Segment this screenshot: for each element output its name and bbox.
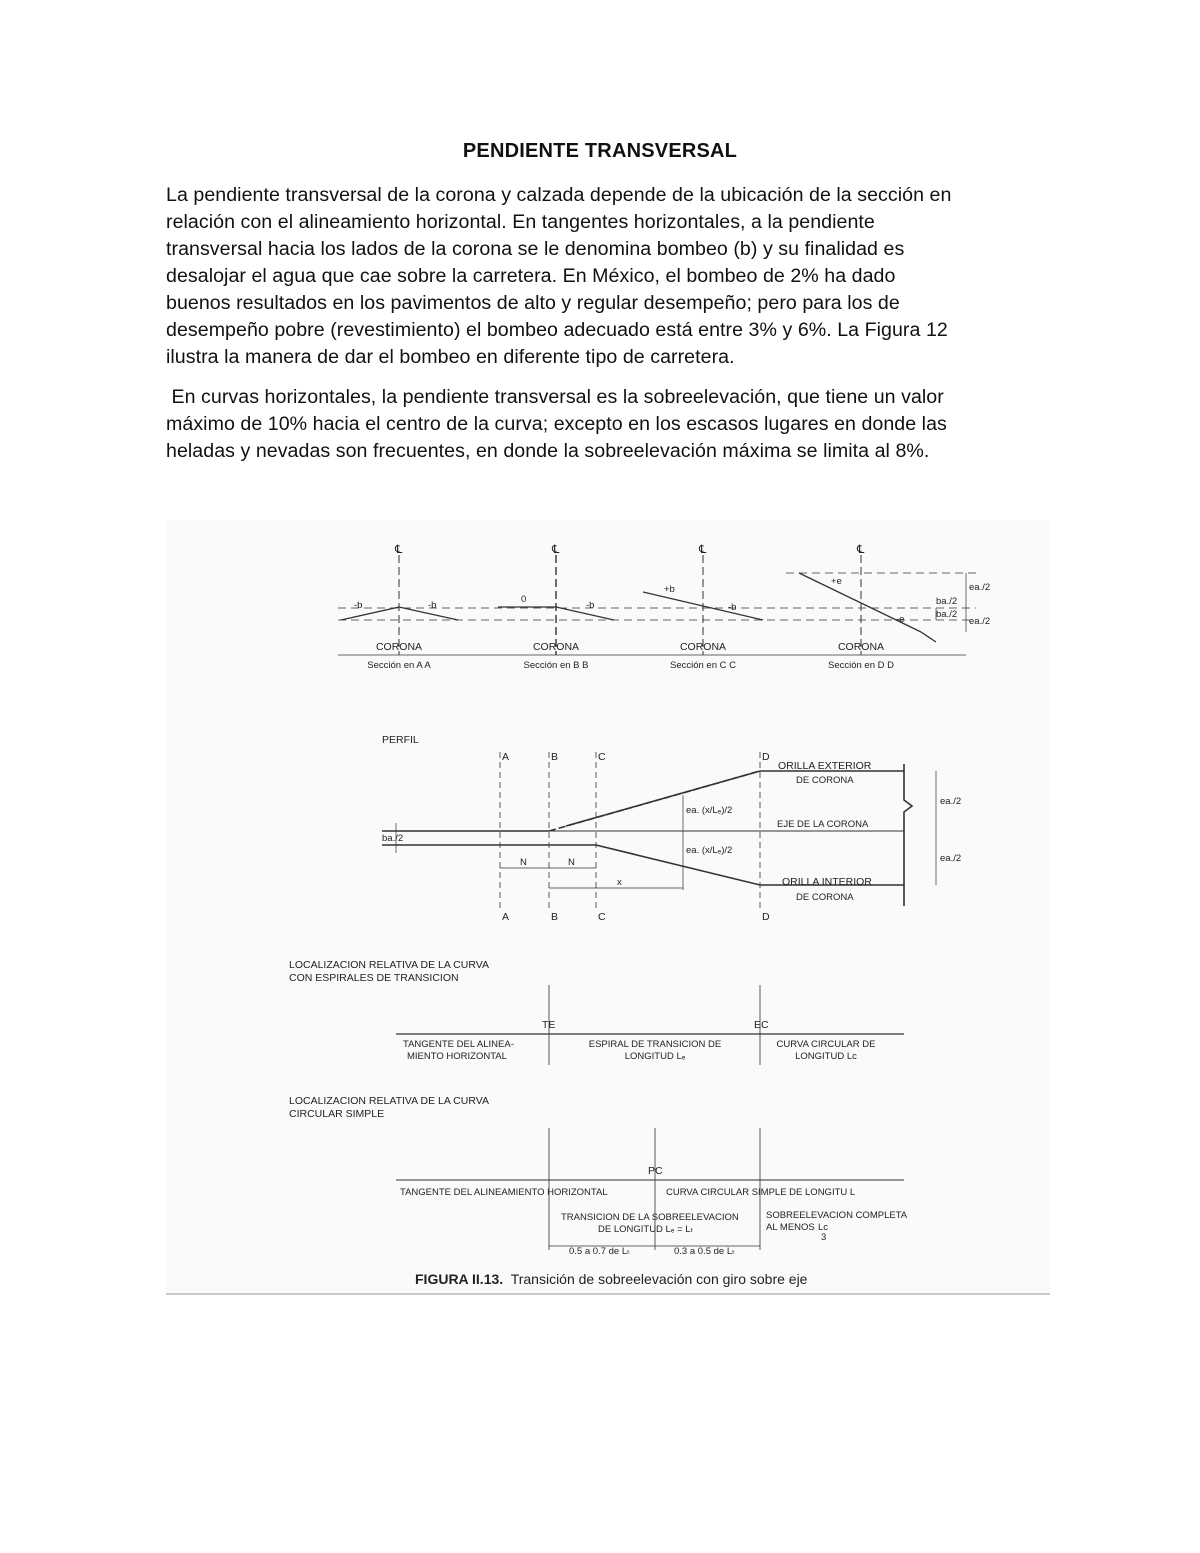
station-top: D	[762, 751, 770, 763]
ba-label: ba./2	[382, 833, 404, 844]
centerline-symbol: ℄	[857, 544, 865, 556]
slope-label: 0	[521, 594, 527, 605]
slope-label: +b	[664, 584, 675, 595]
spiral-heading: CON ESPIRALES DE TRANSICION	[289, 972, 459, 984]
te-label: TE	[542, 1019, 556, 1031]
simple-curve: CURVA CIRCULAR SIMPLE DE LONGITU L	[666, 1187, 856, 1198]
station-top: B	[551, 751, 559, 763]
figure-caption-text: Transición de sobreelevación con giro sobre eje	[507, 1271, 808, 1287]
ea-bottom-label: ea./2	[940, 853, 962, 864]
profile-title: PERFIL	[382, 734, 419, 746]
slope-label: -b	[354, 600, 363, 611]
inner-edge-label: ORILLA INTERIOR	[782, 876, 872, 888]
paragraph-line: ilustra la manera de dar el bombeo en diferente tipo de carretera.	[166, 346, 735, 368]
simple-full: AL MENOS	[766, 1222, 815, 1233]
figure-caption-number: FIGURA II.13.	[415, 1271, 504, 1287]
spiral-seg2: LONGITUD Lₑ	[624, 1051, 686, 1062]
outer-edge-label: ORILLA EXTERIOR	[778, 760, 872, 772]
station-bottom: D	[762, 911, 770, 923]
paragraph-line: heladas y nevadas son frecuentes, en donde la sobreelevación máxima se limita al 8%.	[166, 440, 930, 462]
paragraph-line: relación con el alineamiento horizontal. En tangentes horizontales, a la pendiente	[166, 211, 875, 233]
centerline-symbol: ℄	[699, 544, 707, 556]
corona-label: CORONA	[679, 641, 727, 653]
simple-heading: CIRCULAR SIMPLE	[289, 1108, 385, 1120]
corona-label: CORONA	[837, 641, 885, 653]
section-label: Sección en A A	[367, 660, 431, 671]
slope-label: -e	[896, 614, 905, 625]
simple-frac-den: 3	[821, 1232, 827, 1243]
station-top: A	[502, 751, 510, 763]
inner-edge-label: DE CORONA	[796, 892, 854, 903]
outer-edge-label: DE CORONA	[796, 775, 854, 786]
paragraph-line: En curvas horizontales, la pendiente transversal es la sobreelevación, que tiene un valor	[166, 386, 944, 408]
slope-label: +e	[831, 576, 842, 587]
figure-transicion-sobreelevacion	[166, 520, 1050, 1295]
section-label: Sección en B B	[523, 660, 589, 671]
axis-label: EJE DE LA CORONA	[777, 819, 869, 830]
paragraph-line: máximo de 10% hacia el centro de la curva; excepto en los escasos lugares en donde las	[166, 413, 947, 435]
figure-svg	[166, 520, 1050, 1295]
figure-caption	[415, 1271, 808, 1287]
station-bottom: B	[551, 911, 559, 923]
paragraph-sobreelevacion	[166, 384, 1036, 465]
simple-transition: TRANSICION DE LA SOBREELEVACION	[561, 1212, 739, 1223]
spiral-seg3: LONGITUD Lc	[795, 1051, 857, 1062]
ea-top-label: ea./2	[940, 796, 962, 807]
page-title: PENDIENTE TRANSVERSAL	[462, 140, 738, 162]
simple-transition: DE LONGITUD Lₑ = Lₜ	[598, 1224, 694, 1235]
simple-full: SOBREELEVACION COMPLETA	[766, 1210, 908, 1221]
centerline-symbol: ℄	[395, 544, 403, 556]
paragraph-bombeo	[166, 182, 1036, 371]
dim-ba-label: ba./2	[936, 609, 958, 620]
corona-label: CORONA	[375, 641, 423, 653]
section-label: Sección en C C	[669, 660, 737, 671]
simple-tangent: TANGENTE DEL ALINEAMIENTO HORIZONTAL	[400, 1187, 608, 1198]
simple-dim1: 0.5 a 0.7 de Lₜ	[569, 1246, 630, 1257]
paragraph-line: transversal hacia los lados de la corona se le denomina bombeo (b) y su finalidad es	[166, 238, 905, 260]
spiral-seg1: MIENTO HORIZONTAL	[407, 1051, 507, 1062]
dim-ea-label: ea./2	[969, 582, 991, 593]
dim-n2: N	[568, 857, 575, 868]
paragraph-line: La pendiente transversal de la corona y calzada depende de la ubicación de la sección en	[166, 184, 952, 206]
station-bottom: A	[502, 911, 510, 923]
corona-label: CORONA	[532, 641, 580, 653]
dim-ba-label: ba./2	[936, 596, 958, 607]
dim-n1: N	[520, 857, 527, 868]
spiral-seg1: TANGENTE DEL ALINEA-	[403, 1039, 514, 1050]
formula-bottom: ea. (x/Lₑ)/2	[686, 845, 733, 856]
spiral-seg3: CURVA CIRCULAR DE	[776, 1039, 876, 1050]
centerline-symbol: ℄	[552, 544, 560, 556]
simple-dim2: 0.3 a 0.5 de Lₜ	[674, 1246, 735, 1257]
simple-frac-num: Lc	[818, 1222, 829, 1233]
station-bottom: C	[598, 911, 606, 923]
spiral-heading: LOCALIZACION RELATIVA DE LA CURVA	[289, 959, 489, 971]
station-top: C	[598, 751, 606, 763]
slope-label: -b	[428, 600, 437, 611]
spiral-seg2: ESPIRAL DE TRANSICION DE	[588, 1039, 722, 1050]
figure-background	[166, 520, 1050, 1295]
ec-label: EC	[754, 1019, 769, 1031]
formula-top: ea. (x/Lₑ)/2	[686, 805, 733, 816]
paragraph-line: buenos resultados en los pavimentos de alto y regular desempeño; pero para los de	[166, 292, 900, 314]
paragraph-line: desempeño pobre (revestimiento) el bombeo adecuado está entre 3% y 6%. La Figura 12	[166, 319, 948, 341]
section-label: Sección en D D	[827, 660, 895, 671]
dim-x: x	[617, 877, 622, 888]
slope-label: -b	[586, 600, 595, 611]
simple-heading: LOCALIZACION RELATIVA DE LA CURVA	[289, 1095, 489, 1107]
dim-ea-label: ea./2	[969, 616, 991, 627]
paragraph-line: desalojar el agua que cae sobre la carretera. En México, el bombeo de 2% ha dado	[166, 265, 896, 287]
pc-label: PC	[648, 1165, 663, 1177]
slope-label: -b	[728, 602, 737, 613]
